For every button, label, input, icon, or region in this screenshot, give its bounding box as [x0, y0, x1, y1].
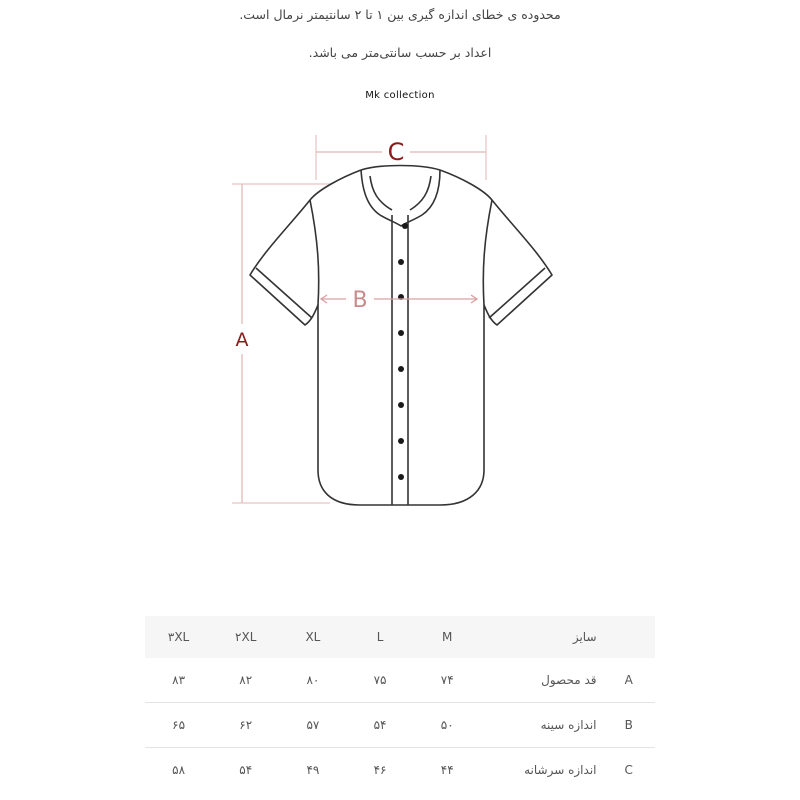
units-note: اعداد بر حسب سانتی‌متر می باشد. [308, 45, 492, 60]
row-name: اندازه سرشانه [524, 763, 597, 777]
table-cell: ۸۳ [145, 658, 212, 703]
header-size-m: M [414, 616, 481, 658]
table-row [145, 748, 655, 793]
dimension-c [316, 135, 486, 180]
table-cell: ۸۲ [212, 658, 279, 703]
table-cell: ۴۶ [373, 763, 387, 777]
label-a: A [235, 329, 249, 351]
table-cell: ۵۴ [239, 763, 253, 777]
table-cell: ۴۴ [440, 763, 454, 777]
table-cell: ۷۵ [346, 658, 413, 703]
row-key: A [603, 658, 656, 703]
dimension-b [321, 288, 477, 313]
shirt-buttons [398, 223, 408, 480]
row-key: C [624, 763, 633, 777]
header-size-3xl: ۳XL [145, 616, 212, 658]
row-key: B [603, 703, 656, 748]
header-size-2xl: ۲XL [212, 616, 279, 658]
row-name: قد محصول [481, 658, 603, 703]
table-cell: ۸۰ [279, 658, 346, 703]
table-header-row [145, 616, 655, 658]
row-name: اندازه سینه [481, 703, 603, 748]
size-table [145, 616, 655, 792]
header-size-label: سایز [481, 616, 603, 658]
table-cell: ۶۵ [145, 703, 212, 748]
table-cell: ۵۰ [414, 703, 481, 748]
label-c: C [387, 138, 405, 166]
table-row [145, 703, 655, 748]
header-size-xl: XL [279, 616, 346, 658]
label-b: B [352, 288, 368, 313]
brand-name: Mk collection [365, 90, 435, 101]
table-cell: ۴۹ [306, 763, 320, 777]
header-key [603, 616, 656, 658]
header-size-l: L [346, 616, 413, 658]
table-cell: ۷۴ [414, 658, 481, 703]
table-cell: ۵۸ [172, 763, 186, 777]
table-row [145, 658, 655, 703]
table-cell: ۵۴ [346, 703, 413, 748]
tolerance-note: محدوده ی خطای اندازه گیری بین ۱ تا ۲ سانتیمتر نرمال است. [239, 7, 561, 22]
table-cell: ۶۲ [212, 703, 279, 748]
table-cell: ۵۷ [279, 703, 346, 748]
